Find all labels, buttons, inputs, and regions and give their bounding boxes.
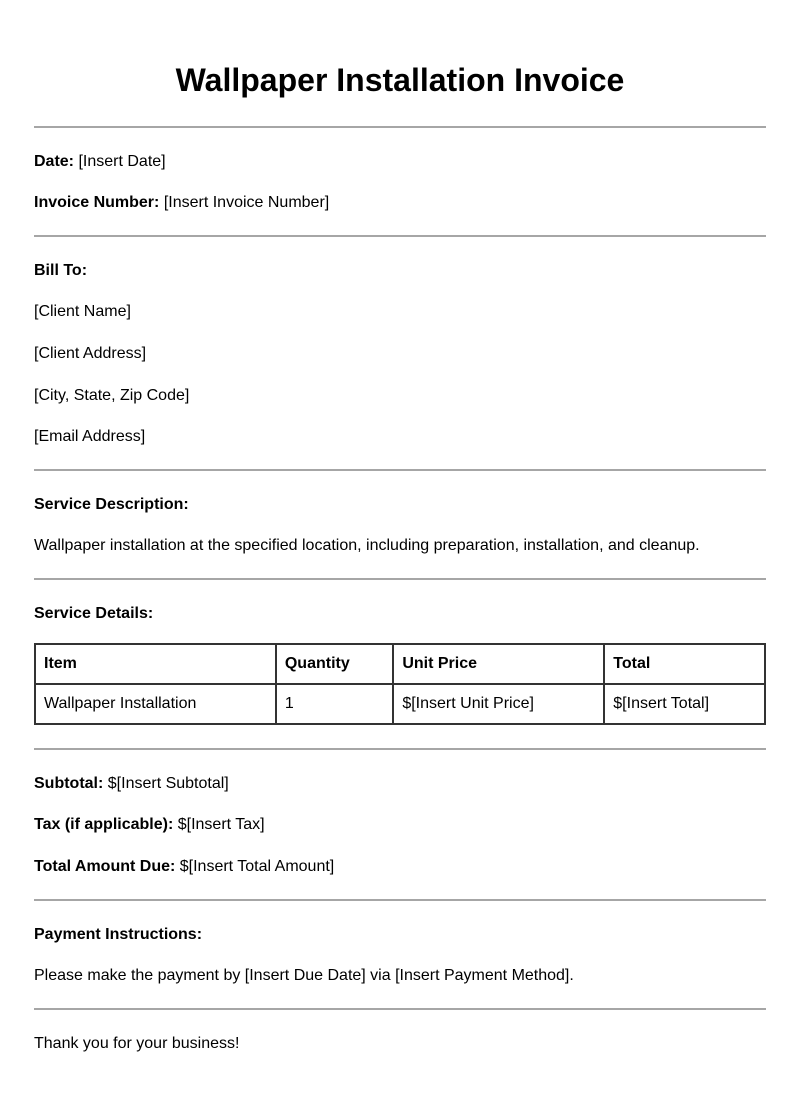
closing-message: Thank you for your business! <box>34 1035 240 1052</box>
payment-instructions-text: Please make the payment by [Insert Due Date] via [Insert Payment Method]. <box>34 967 574 984</box>
column-header-total: Total <box>604 644 765 684</box>
cell-unit-price: $[Insert Unit Price] <box>393 684 604 724</box>
table-header-row <box>35 644 765 684</box>
total-due-line <box>34 857 334 877</box>
payment-instructions-heading: Payment Instructions: <box>34 926 203 943</box>
client-address: [Client Address] <box>34 345 147 362</box>
divider <box>34 1008 766 1010</box>
column-header-unit-price: Unit Price <box>393 644 604 684</box>
tax-line <box>34 815 265 835</box>
column-header-quantity: Quantity <box>276 644 393 684</box>
subtotal-line <box>34 774 229 794</box>
divider <box>34 578 766 580</box>
client-email: [Email Address] <box>34 428 146 445</box>
column-header-item: Item <box>35 644 276 684</box>
divider <box>34 748 766 750</box>
divider <box>34 469 766 471</box>
service-details-heading: Service Details: <box>34 605 154 622</box>
divider <box>34 899 766 901</box>
total-due-label: Total Amount Due: <box>34 858 176 875</box>
date-value: [Insert Date] <box>78 153 166 170</box>
subtotal-label: Subtotal: <box>34 775 104 792</box>
date-label: Date: <box>34 153 75 170</box>
service-details-table <box>34 643 766 725</box>
service-description-text: Wallpaper installation at the specified location, including preparation, installation, and cleanup. <box>34 537 700 554</box>
cell-total: $[Insert Total] <box>604 684 765 724</box>
service-description-heading: Service Description: <box>34 496 189 513</box>
total-due-value: $[Insert Total Amount] <box>179 858 335 875</box>
cell-item: Wallpaper Installation <box>35 684 276 724</box>
table-row <box>35 684 765 724</box>
invoice-number-value: [Insert Invoice Number] <box>163 194 330 211</box>
date-line <box>34 152 166 172</box>
invoice-number-label: Invoice Number: <box>34 194 160 211</box>
bill-to-heading: Bill To: <box>34 262 88 279</box>
divider <box>34 126 766 128</box>
tax-value: $[Insert Tax] <box>177 816 265 833</box>
tax-label: Tax (if applicable): <box>34 816 174 833</box>
subtotal-value: $[Insert Subtotal] <box>107 775 229 792</box>
page-title: Wallpaper Installation Invoice <box>175 62 625 98</box>
client-name: [Client Name] <box>34 303 131 320</box>
cell-quantity: 1 <box>276 684 393 724</box>
invoice-number-line <box>34 193 329 213</box>
client-city-state-zip: [City, State, Zip Code] <box>34 387 190 404</box>
divider <box>34 235 766 237</box>
